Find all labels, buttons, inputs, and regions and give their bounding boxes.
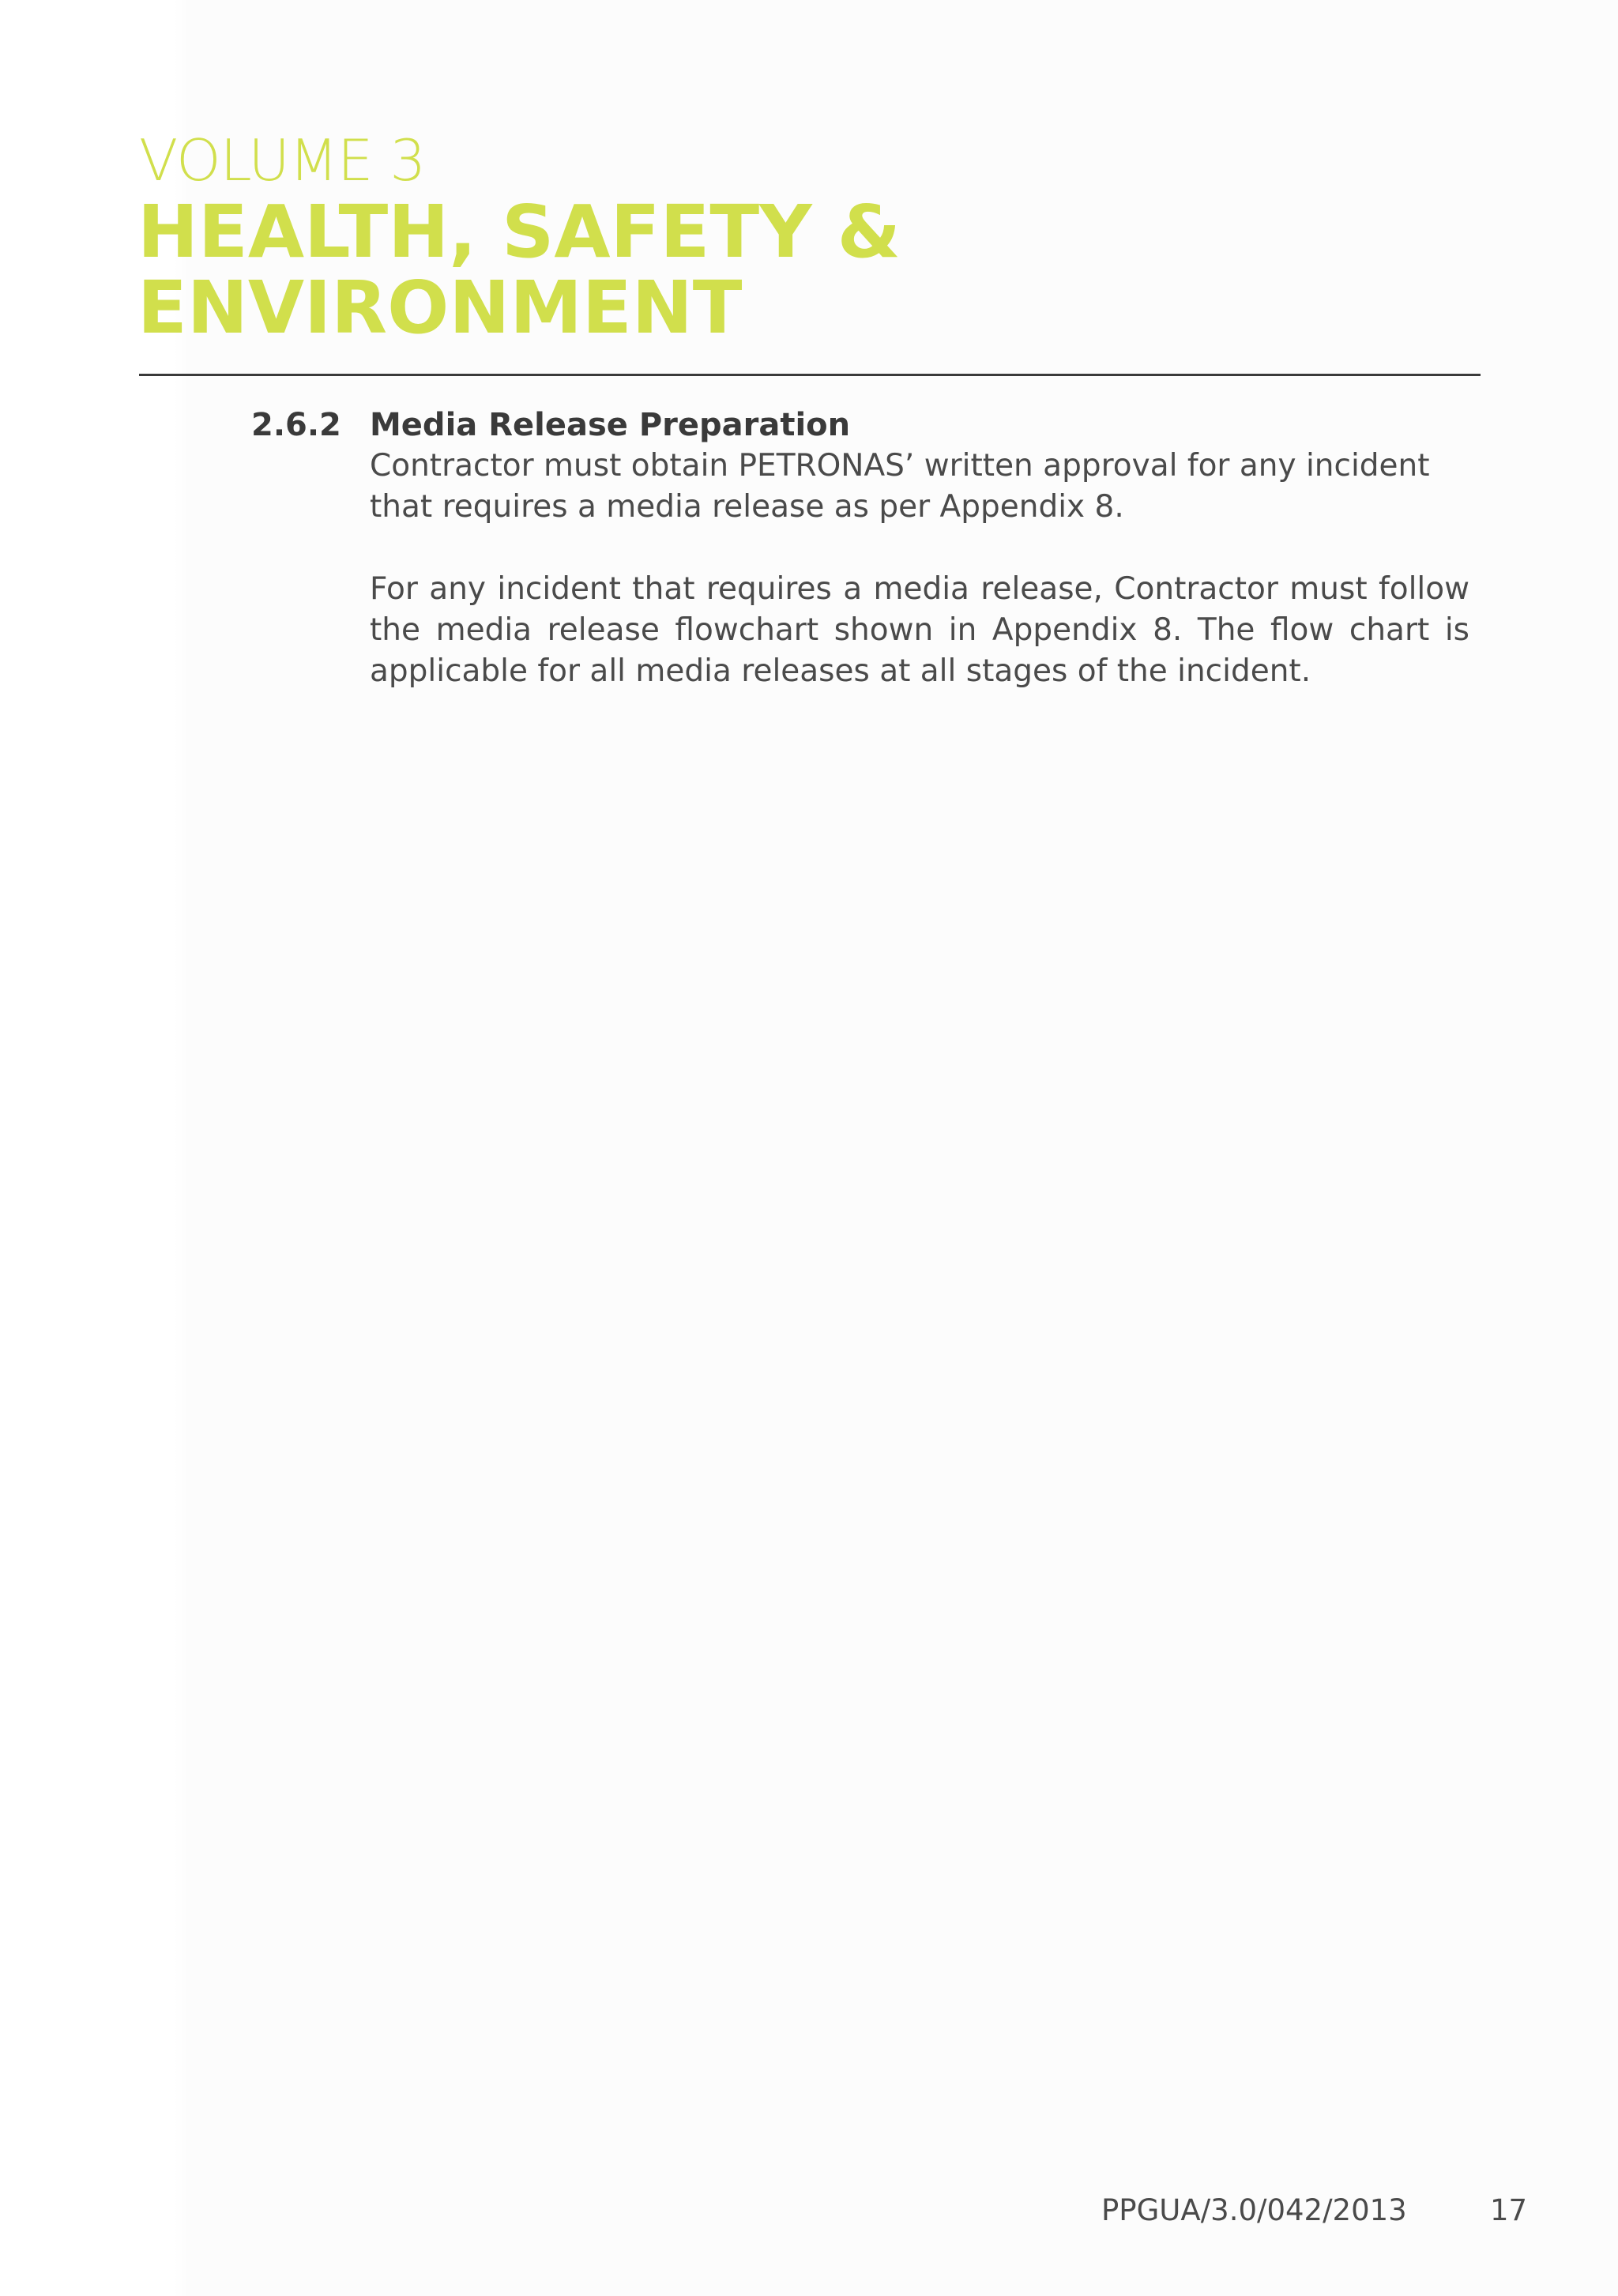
footer-page-number: 17 <box>1490 2193 1528 2227</box>
footer-document-code: PPGUA/3.0/042/2013 <box>1101 2193 1407 2227</box>
volume-label: VOLUME 3 <box>139 127 426 194</box>
section-paragraph: Contractor must obtain PETRONAS’ written approval for any incident that requires a media release as per Appendix 8. <box>370 448 1430 525</box>
section-paragraph: For any incident that requires a media release, Contractor must follow the media release flowchart shown in Appendix 8. The flow chart is applicable for all media releases at all stages of the incident. <box>370 571 1469 689</box>
volume-title-line-2: ENVIRONMENT <box>137 265 743 350</box>
header-divider <box>139 374 1481 376</box>
section-title: Media Release Preparation <box>370 407 851 443</box>
volume-title-line-1: HEALTH, SAFETY & <box>137 190 901 274</box>
volume-title <box>137 190 901 350</box>
section-number: 2.6.2 <box>251 407 341 443</box>
section-body <box>370 405 1469 692</box>
